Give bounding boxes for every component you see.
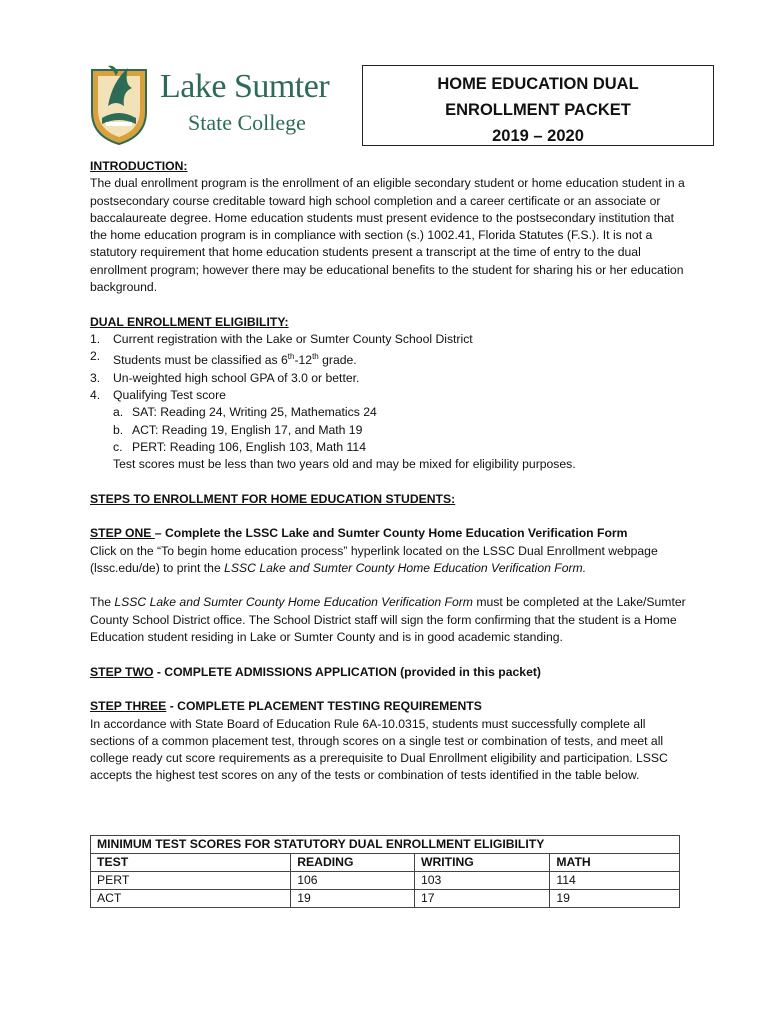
title-line2: ENROLLMENT PACKET xyxy=(445,101,631,119)
table-cell: 17 xyxy=(414,890,549,908)
sub-item-c: c. PERT: Reading 106, English 103, Math 114 xyxy=(113,439,366,454)
title-box xyxy=(362,65,714,146)
table-cell: ACT xyxy=(91,890,291,908)
step-two-heading: STEP TWO - COMPLETE ADMISSIONS APPLICATION (provided in this packet) xyxy=(90,664,541,679)
step-one-paragraph2: The LSSC Lake and Sumter County Home Education Verification Form must be completed at the Lake/Sumter County School District office. The School District staff will sign the form confirming that the student is a Home Education student residing in Lake or Sumter County and is in good academic standing. xyxy=(90,595,686,645)
table-cell: 106 xyxy=(291,872,415,890)
title-line3: 2019 – 2020 xyxy=(492,127,584,145)
college-logo xyxy=(88,62,328,146)
table-cell: 19 xyxy=(550,890,680,908)
table-cell: PERT xyxy=(91,872,291,890)
steps-heading: STEPS TO ENROLLMENT FOR HOME EDUCATION STUDENTS: xyxy=(90,491,456,506)
step-one-heading: STEP ONE – Complete the LSSC Lake and Sumter County Home Education Verification Form xyxy=(90,526,628,541)
table-cell: 114 xyxy=(550,872,680,890)
table-caption-row xyxy=(91,836,680,854)
table-caption: MINIMUM TEST SCORES FOR STATUTORY DUAL ENROLLMENT ELIGIBILITY xyxy=(91,836,680,854)
sub-item-b: b. ACT: Reading 19, English 17, and Math 19 xyxy=(113,422,363,437)
header-math: MATH xyxy=(550,854,680,872)
table-cell: 103 xyxy=(414,872,549,890)
table-header-row xyxy=(91,854,680,872)
eligibility-heading: DUAL ENROLLMENT ELIGIBILITY: xyxy=(90,314,289,329)
table-cell: 19 xyxy=(291,890,415,908)
header-reading: READING xyxy=(291,854,415,872)
table-row xyxy=(91,890,680,908)
logo-line2: State College xyxy=(188,110,306,135)
eligibility-note: Test scores must be less than two years old and may be mixed for eligibility purposes. xyxy=(113,457,576,472)
eagle-crest-icon xyxy=(88,62,150,146)
scores-table xyxy=(90,835,680,908)
list-item: 3. Un-weighted high school GPA of 3.0 or better. xyxy=(90,370,360,385)
step-three-heading: STEP THREE - COMPLETE PLACEMENT TESTING REQUIREMENTS xyxy=(90,699,482,714)
sub-item-a: a. SAT: Reading 24, Writing 25, Mathematics 24 xyxy=(113,405,377,420)
header-writing: WRITING xyxy=(414,854,549,872)
intro-text: The dual enrollment program is the enrollment of an eligible secondary student or home education student in a postsecondary course creditable toward high school completion and a career certificate or an associate or baccalaureate degree. Home education students must present evidence to the postsecondary institution that the home education program is in compliance with section (s.) 1002.41, Florida Statutes (F.S.). It is not a statutory requirement that home education students present a transcript at the time of entry to the dual enrollment program; however there may be educational benefits to the student for sharing his or her education background. xyxy=(90,176,685,295)
list-item: 1. Current registration with the Lake or Sumter County School District xyxy=(90,331,473,346)
eligibility-list xyxy=(90,331,690,404)
header-test: TEST xyxy=(91,854,291,872)
list-item: 4. Qualifying Test score xyxy=(90,387,226,402)
step-one-text: Click on the “To begin home education process” hyperlink located on the LSSC Dual Enrollment webpage (lssc.edu/de) to print the LSSC Lake and Sumter County Home Education Verification Form. xyxy=(90,543,658,575)
document-body xyxy=(90,158,690,785)
list-item: 2. Students must be classified as 6th-12th grade. xyxy=(90,349,357,368)
logo-line1: Lake Sumter xyxy=(160,68,330,105)
intro-heading: INTRODUCTION: xyxy=(90,159,188,173)
step-three-text: In accordance with State Board of Education Rule 6A-10.0315, students must successfully complete all sections of a common placement test, through scores on a single test or combination of tests, and meet all college ready cut score requirements as a prerequisite to Dual Enrollment eligibility and participation. LSSC accepts the highest test scores on any of the tests or combination of tests identified in the table below. xyxy=(90,716,668,783)
table-row xyxy=(91,872,680,890)
title-line1: HOME EDUCATION DUAL xyxy=(437,75,639,93)
